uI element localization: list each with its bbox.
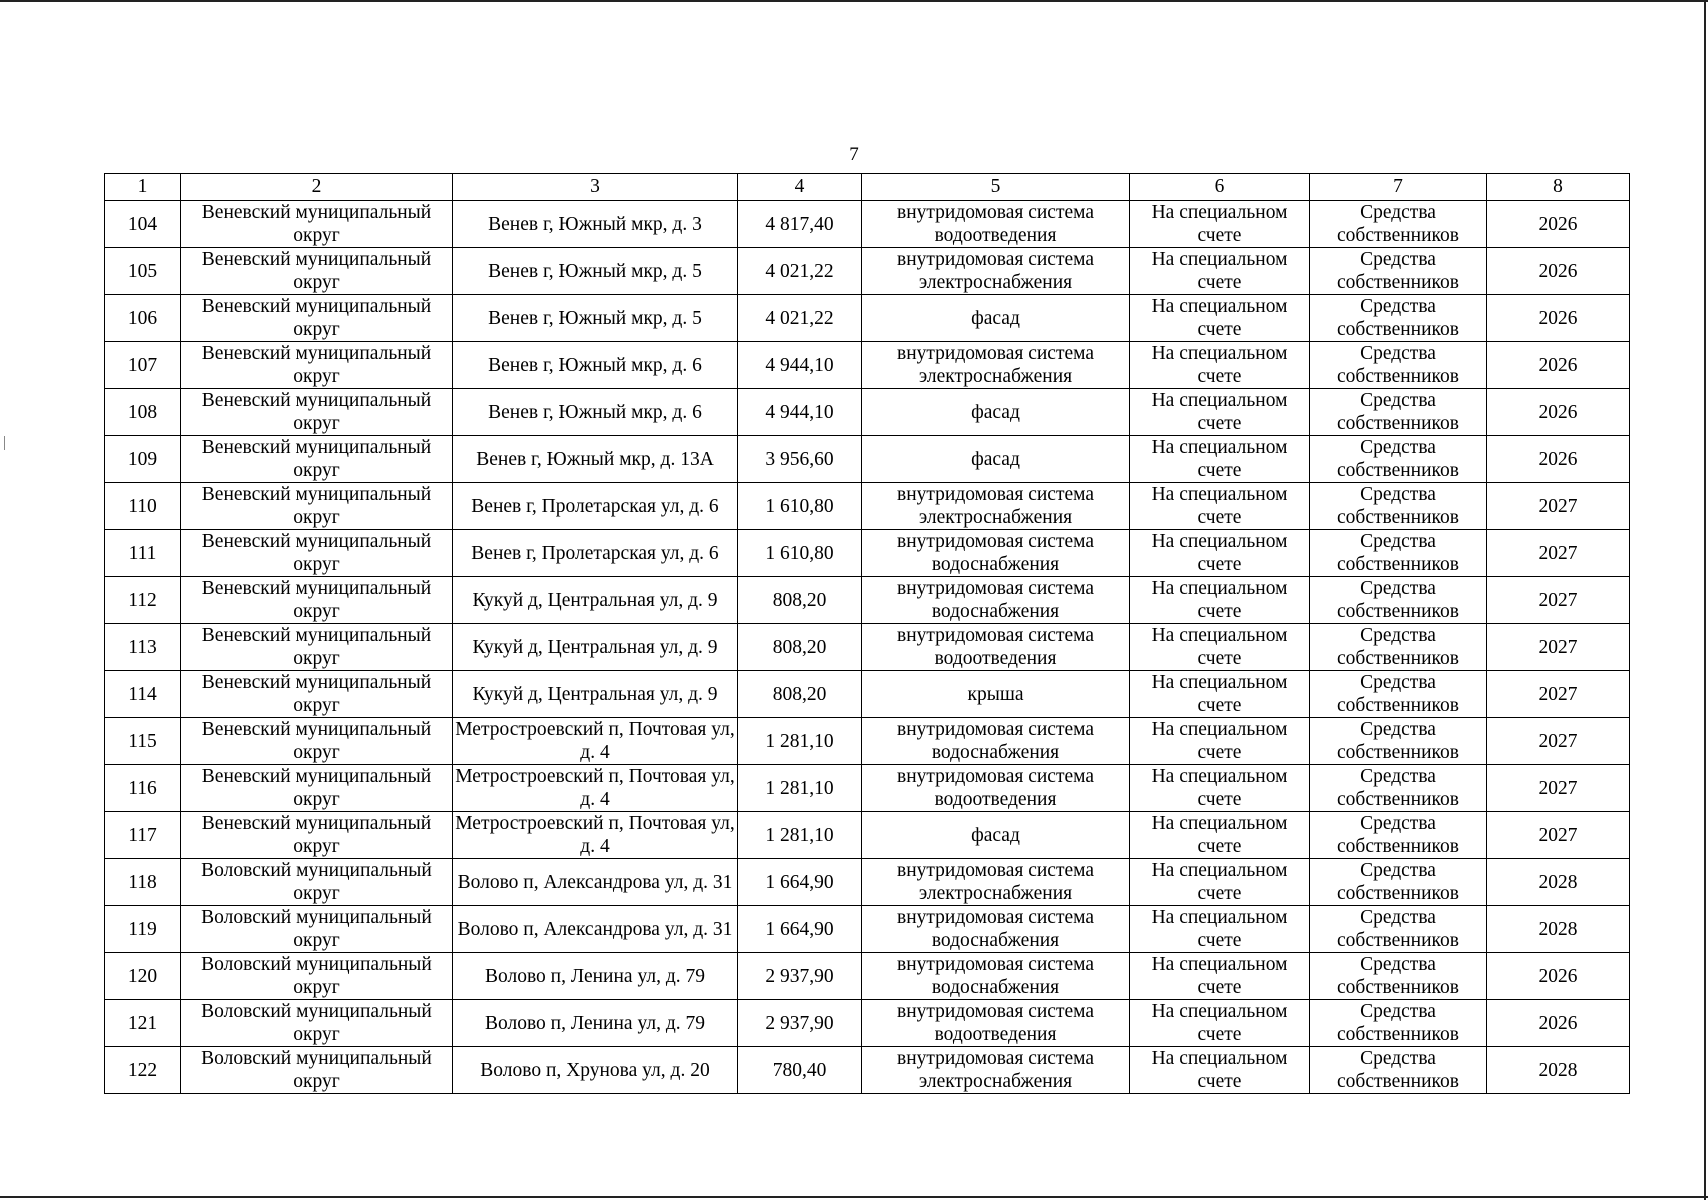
page-edge-top [0, 0, 1708, 2]
account-cell: На специальном счете [1130, 295, 1310, 342]
year-cell: 2028 [1487, 906, 1630, 953]
address-cell: Венев г, Южный мкр, д. 3 [453, 201, 738, 248]
row-number-cell: 118 [105, 859, 181, 906]
year-cell: 2027 [1487, 812, 1630, 859]
work-type-cell: внутридомовая система водоснабжения [862, 953, 1130, 1000]
area-cell: 1 610,80 [738, 483, 862, 530]
funding-source-cell: Средства собственников [1310, 342, 1487, 389]
row-number-cell: 116 [105, 765, 181, 812]
row-number-cell: 114 [105, 671, 181, 718]
year-cell: 2026 [1487, 295, 1630, 342]
area-cell: 1 610,80 [738, 530, 862, 577]
district-cell: Веневский муниципальный округ [181, 812, 453, 859]
row-number-cell: 112 [105, 577, 181, 624]
year-cell: 2026 [1487, 436, 1630, 483]
column-header: 7 [1310, 174, 1487, 201]
account-cell: На специальном счете [1130, 906, 1310, 953]
table-row [105, 859, 1630, 906]
address-cell: Венев г, Южный мкр, д. 5 [453, 295, 738, 342]
district-cell: Воловский муниципальный округ [181, 906, 453, 953]
funding-source-cell: Средства собственников [1310, 577, 1487, 624]
column-header: 3 [453, 174, 738, 201]
area-cell: 808,20 [738, 624, 862, 671]
area-cell: 1 281,10 [738, 718, 862, 765]
table-row [105, 1047, 1630, 1094]
district-cell: Веневский муниципальный округ [181, 201, 453, 248]
margin-mark [4, 436, 5, 450]
work-type-cell: внутридомовая система электроснабжения [862, 1047, 1130, 1094]
funding-source-cell: Средства собственников [1310, 295, 1487, 342]
table-row [105, 718, 1630, 765]
work-type-cell: фасад [862, 436, 1130, 483]
year-cell: 2026 [1487, 953, 1630, 1000]
address-cell: Венев г, Южный мкр, д. 5 [453, 248, 738, 295]
account-cell: На специальном счете [1130, 530, 1310, 577]
table-row [105, 624, 1630, 671]
table-row [105, 953, 1630, 1000]
year-cell: 2027 [1487, 624, 1630, 671]
address-cell: Венев г, Пролетарская ул, д. 6 [453, 483, 738, 530]
row-number-cell: 109 [105, 436, 181, 483]
account-cell: На специальном счете [1130, 1000, 1310, 1047]
district-cell: Веневский муниципальный округ [181, 530, 453, 577]
year-cell: 2027 [1487, 671, 1630, 718]
page-edge-right [1704, 0, 1706, 1200]
work-type-cell: внутридомовая система электроснабжения [862, 483, 1130, 530]
address-cell: Венев г, Пролетарская ул, д. 6 [453, 530, 738, 577]
address-cell: Волово п, Ленина ул, д. 79 [453, 1000, 738, 1047]
column-header: 5 [862, 174, 1130, 201]
year-cell: 2027 [1487, 577, 1630, 624]
district-cell: Веневский муниципальный округ [181, 436, 453, 483]
table-row [105, 389, 1630, 436]
district-cell: Веневский муниципальный округ [181, 577, 453, 624]
address-cell: Венев г, Южный мкр, д. 6 [453, 342, 738, 389]
table-row [105, 1000, 1630, 1047]
account-cell: На специальном счете [1130, 765, 1310, 812]
column-header: 4 [738, 174, 862, 201]
address-cell: Венев г, Южный мкр, д. 13А [453, 436, 738, 483]
address-cell: Метростроевский п, Почтовая ул, д. 4 [453, 718, 738, 765]
address-cell: Кукуй д, Центральная ул, д. 9 [453, 624, 738, 671]
row-number-cell: 106 [105, 295, 181, 342]
year-cell: 2026 [1487, 342, 1630, 389]
account-cell: На специальном счете [1130, 577, 1310, 624]
account-cell: На специальном счете [1130, 483, 1310, 530]
funding-source-cell: Средства собственников [1310, 483, 1487, 530]
funding-source-cell: Средства собственников [1310, 624, 1487, 671]
year-cell: 2026 [1487, 1000, 1630, 1047]
area-cell: 4 021,22 [738, 295, 862, 342]
funding-source-cell: Средства собственников [1310, 812, 1487, 859]
district-cell: Воловский муниципальный округ [181, 859, 453, 906]
account-cell: На специальном счете [1130, 953, 1310, 1000]
address-cell: Волово п, Александрова ул, д. 31 [453, 906, 738, 953]
area-cell: 1 281,10 [738, 812, 862, 859]
work-type-cell: внутридомовая система электроснабжения [862, 248, 1130, 295]
work-type-cell: внутридомовая система водоснабжения [862, 718, 1130, 765]
work-type-cell: внутридомовая система водоотведения [862, 624, 1130, 671]
year-cell: 2026 [1487, 201, 1630, 248]
row-number-cell: 110 [105, 483, 181, 530]
page-number: 7 [849, 144, 859, 165]
table-row [105, 530, 1630, 577]
work-type-cell: внутридомовая система водоснабжения [862, 577, 1130, 624]
row-number-cell: 104 [105, 201, 181, 248]
account-cell: На специальном счете [1130, 436, 1310, 483]
area-cell: 780,40 [738, 1047, 862, 1094]
funding-source-cell: Средства собственников [1310, 906, 1487, 953]
year-cell: 2026 [1487, 389, 1630, 436]
column-header: 1 [105, 174, 181, 201]
work-type-cell: внутридомовая система водоснабжения [862, 530, 1130, 577]
row-number-cell: 111 [105, 530, 181, 577]
district-cell: Воловский муниципальный округ [181, 1047, 453, 1094]
district-cell: Веневский муниципальный округ [181, 718, 453, 765]
funding-source-cell: Средства собственников [1310, 953, 1487, 1000]
page-edge-bottom [0, 1196, 1708, 1198]
funding-source-cell: Средства собственников [1310, 389, 1487, 436]
address-cell: Кукуй д, Центральная ул, д. 9 [453, 577, 738, 624]
address-cell: Волово п, Александрова ул, д. 31 [453, 859, 738, 906]
row-number-cell: 117 [105, 812, 181, 859]
account-cell: На специальном счете [1130, 1047, 1310, 1094]
row-number-cell: 115 [105, 718, 181, 765]
funding-source-cell: Средства собственников [1310, 1000, 1487, 1047]
area-cell: 1 664,90 [738, 859, 862, 906]
table-row [105, 671, 1630, 718]
district-cell: Веневский муниципальный округ [181, 765, 453, 812]
account-cell: На специальном счете [1130, 248, 1310, 295]
table-row [105, 295, 1630, 342]
account-cell: На специальном счете [1130, 812, 1310, 859]
table-row [105, 342, 1630, 389]
work-type-cell: внутридомовая система электроснабжения [862, 859, 1130, 906]
district-cell: Веневский муниципальный округ [181, 248, 453, 295]
area-cell: 4 944,10 [738, 342, 862, 389]
funding-source-cell: Средства собственников [1310, 671, 1487, 718]
register-table [104, 173, 1630, 1094]
work-type-cell: крыша [862, 671, 1130, 718]
funding-source-cell: Средства собственников [1310, 248, 1487, 295]
district-cell: Веневский муниципальный округ [181, 295, 453, 342]
account-cell: На специальном счете [1130, 624, 1310, 671]
funding-source-cell: Средства собственников [1310, 436, 1487, 483]
district-cell: Веневский муниципальный округ [181, 624, 453, 671]
work-type-cell: фасад [862, 389, 1130, 436]
year-cell: 2028 [1487, 1047, 1630, 1094]
row-number-cell: 113 [105, 624, 181, 671]
area-cell: 2 937,90 [738, 953, 862, 1000]
table-row [105, 765, 1630, 812]
row-number-cell: 121 [105, 1000, 181, 1047]
work-type-cell: внутридомовая система водоснабжения [862, 906, 1130, 953]
table-row [105, 483, 1630, 530]
row-number-cell: 108 [105, 389, 181, 436]
address-cell: Кукуй д, Центральная ул, д. 9 [453, 671, 738, 718]
table-row [105, 812, 1630, 859]
table-row [105, 577, 1630, 624]
work-type-cell: внутридомовая система водоотведения [862, 1000, 1130, 1047]
column-header: 8 [1487, 174, 1630, 201]
district-cell: Веневский муниципальный округ [181, 483, 453, 530]
year-cell: 2027 [1487, 718, 1630, 765]
funding-source-cell: Средства собственников [1310, 530, 1487, 577]
funding-source-cell: Средства собственников [1310, 859, 1487, 906]
column-number-row [105, 174, 1630, 201]
year-cell: 2027 [1487, 765, 1630, 812]
address-cell: Волово п, Ленина ул, д. 79 [453, 953, 738, 1000]
row-number-cell: 107 [105, 342, 181, 389]
work-type-cell: фасад [862, 295, 1130, 342]
district-cell: Воловский муниципальный округ [181, 953, 453, 1000]
funding-source-cell: Средства собственников [1310, 718, 1487, 765]
district-cell: Воловский муниципальный округ [181, 1000, 453, 1047]
account-cell: На специальном счете [1130, 201, 1310, 248]
address-cell: Метростроевский п, Почтовая ул, д. 4 [453, 812, 738, 859]
table-row [105, 248, 1630, 295]
address-cell: Метростроевский п, Почтовая ул, д. 4 [453, 765, 738, 812]
column-header: 6 [1130, 174, 1310, 201]
table-row [105, 906, 1630, 953]
year-cell: 2026 [1487, 248, 1630, 295]
area-cell: 4 021,22 [738, 248, 862, 295]
area-cell: 2 937,90 [738, 1000, 862, 1047]
area-cell: 4 944,10 [738, 389, 862, 436]
area-cell: 4 817,40 [738, 201, 862, 248]
funding-source-cell: Средства собственников [1310, 765, 1487, 812]
account-cell: На специальном счете [1130, 859, 1310, 906]
area-cell: 1 664,90 [738, 906, 862, 953]
work-type-cell: фасад [862, 812, 1130, 859]
funding-source-cell: Средства собственников [1310, 201, 1487, 248]
address-cell: Венев г, Южный мкр, д. 6 [453, 389, 738, 436]
area-cell: 808,20 [738, 671, 862, 718]
funding-source-cell: Средства собственников [1310, 1047, 1487, 1094]
district-cell: Веневский муниципальный округ [181, 342, 453, 389]
table-body [105, 201, 1630, 1094]
table-row [105, 201, 1630, 248]
row-number-cell: 122 [105, 1047, 181, 1094]
address-cell: Волово п, Хрунова ул, д. 20 [453, 1047, 738, 1094]
row-number-cell: 120 [105, 953, 181, 1000]
area-cell: 3 956,60 [738, 436, 862, 483]
account-cell: На специальном счете [1130, 342, 1310, 389]
account-cell: На специальном счете [1130, 671, 1310, 718]
row-number-cell: 105 [105, 248, 181, 295]
work-type-cell: внутридомовая система водоотведения [862, 201, 1130, 248]
work-type-cell: внутридомовая система электроснабжения [862, 342, 1130, 389]
column-header: 2 [181, 174, 453, 201]
table-row [105, 436, 1630, 483]
work-type-cell: внутридомовая система водоотведения [862, 765, 1130, 812]
year-cell: 2027 [1487, 483, 1630, 530]
area-cell: 1 281,10 [738, 765, 862, 812]
year-cell: 2028 [1487, 859, 1630, 906]
year-cell: 2027 [1487, 530, 1630, 577]
district-cell: Веневский муниципальный округ [181, 671, 453, 718]
row-number-cell: 119 [105, 906, 181, 953]
account-cell: На специальном счете [1130, 389, 1310, 436]
account-cell: На специальном счете [1130, 718, 1310, 765]
district-cell: Веневский муниципальный округ [181, 389, 453, 436]
area-cell: 808,20 [738, 577, 862, 624]
